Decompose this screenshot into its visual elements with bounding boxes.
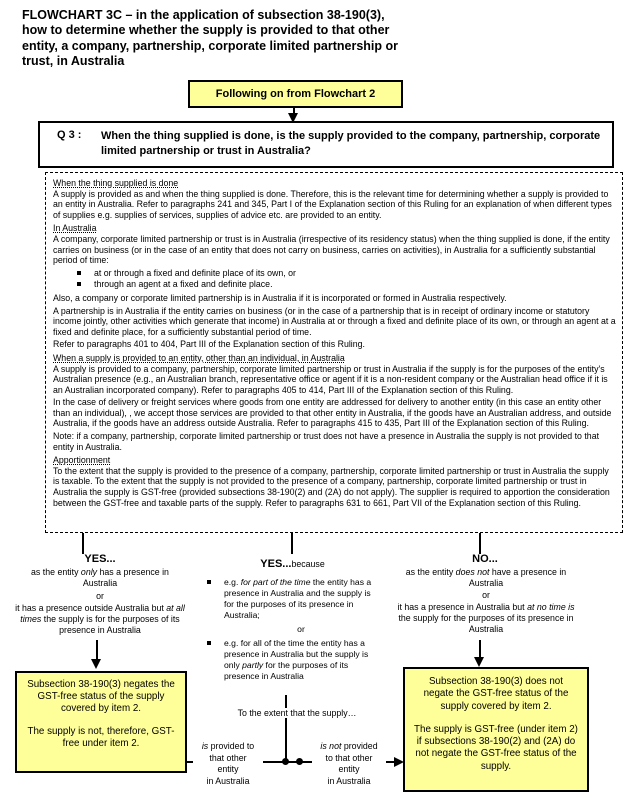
panel-paragraph: A company, corporate limited partnership or trust is in Australia (irrespective of its residency status) when the thing supplied is done, if the entity carries on business (or in the case of an entity that does not carry on business, carries on activities), in Australia for a sufficiently substantial period of time: (53, 233, 610, 266)
result-box-negates (15, 671, 187, 773)
connector-line (82, 533, 84, 554)
result-box-does-not-negate (403, 667, 589, 792)
extent-label: To the extent that the supply… (227, 708, 367, 718)
following-on-box: Following on from Flowchart 2 (188, 80, 403, 108)
title-line: FLOWCHART 3C – in the application of subsection 38-190(3), (22, 8, 385, 22)
panel-heading: Apportionment (53, 455, 111, 466)
question-label: Q 3 : (57, 129, 82, 141)
branch-or: or (297, 624, 305, 634)
branch-bullet-item (207, 638, 383, 682)
branch-no-text2: it has a presence in Australia but at no time is the supply for the purposes of its presence in Australia (397, 602, 575, 634)
branch-no-or: or (482, 590, 490, 600)
branch-bullet-item (207, 577, 383, 621)
panel-paragraph: Refer to paragraphs 401 to 404, Part III of the Explanation section of this Ruling. (53, 339, 365, 350)
result-text: Subsection 38-190(3) does not negate the GST-free status of the supply covered by item 2. (423, 676, 569, 712)
question-text: When the thing supplied is done, is the supply provided to the company, partnership, corporate limited partnership or trust in Australia? (101, 130, 601, 157)
label-is-not-provided: is not provided to that other entity in Australia (312, 741, 386, 787)
branch-yes-text1: as the entity only has a presence in Australia (31, 567, 169, 588)
connector-line (96, 640, 98, 660)
panel-heading: In Australia (53, 223, 97, 234)
connector-line (479, 533, 481, 554)
panel-paragraph: To the extent that the supply is provided to the presence of a company, partnership, corporate limited partnership or trust in Australia the supply is taxable. To the extent that the supply is not provided to the presence of a company, partnership, corporate limited partnership or trust in Australia the supply is GST-free (provided subsections 38-190(2) and (2A) do not apply). The supplier is required to apportion the consideration between the GST-free and taxable parts of the supply. Refer to paragraphs 631 to 661, Part VII of the Explanation section of this Ruling. (53, 465, 610, 508)
title-line: trust, in Australia (22, 54, 125, 69)
bullet-text: e.g. for part of the time the entity has a presence in Australia and the supply is for the purposes of its presence in Australia; (224, 577, 372, 620)
bullet-icon (77, 271, 81, 275)
explanation-panel (45, 172, 623, 533)
bullet-icon (207, 580, 211, 584)
arrow-right-icon (394, 757, 404, 767)
panel-paragraph: A supply is provided to a company, partnership, corporate limited partnership or trust in Australia if the supply is for the purposes of the entity's Australian presence (e.g., an Australian branch, representative office or agent if it is a non-resident company or the Australian head office if it is an Australian incorporated company). Refer to paragraphs 405 to 414, Part III of the Explanation section of this Ruling. (53, 363, 608, 395)
panel-bullet-item (77, 279, 616, 290)
panel-heading: When the thing supplied is done (53, 178, 179, 188)
branch-no-text1: as the entity does not have a presence in Australia (405, 567, 567, 588)
branch-yes-heading: YES... (84, 553, 116, 565)
panel-paragraph: Note: if a company, partnership, corporate limited partnership or trust does not have a presence in Australia the supply is not provided to that entity in Australia. (53, 431, 600, 452)
label-is-provided: is provided to that other entity in Australia (193, 741, 263, 787)
panel-paragraph: In the case of delivery or freight services where goods from one entity are addressed for delivery to another entity (in this case an entity other than an individual), , we accept those services are provided to that other entity in Australia, if the goods have an Australian address, and outside Australia, if the goods have an address outside Australia. Refer to paragraphs 415 to 435, Part III of the Explanation section of this Ruling. (53, 397, 612, 429)
result-text: The supply is not, therefore, GST-free under item 2. (27, 726, 175, 749)
panel-heading: When a supply is provided to an entity, other than an individual, in Australia (53, 352, 345, 363)
branch-yes-because-heading: YES...because (260, 558, 325, 570)
bullet-icon (77, 282, 81, 286)
arrow-down-icon (91, 659, 101, 669)
title-line: how to determine whether the supply is provided to that other (22, 23, 390, 38)
result-text: The supply is GST-free (under item 2) if subsections 38-190(2) and (2A) do not negate the GST-free status of the supply. (414, 723, 578, 772)
branch-no-heading: NO... (472, 553, 498, 565)
panel-paragraph: Also, a company or corporate limited partnership is in Australia if it is incorporated or formed in Australia respectively. (53, 292, 507, 303)
panel-paragraph: A supply is provided as and when the thing supplied is done. Therefore, this is the relevant time for determining whether a supply is provided to an entity in Australia. Refer to paragraphs 241 and 345, Part I of the Explanation section of this Ruling for an explanation of when different types of supplies e.g. supplies of services, supplies of advice etc. are provided to an entity. (53, 188, 612, 220)
bullet-text: at or through a fixed and definite place of its own, or (94, 267, 296, 278)
branch-yes-because-bullets (205, 577, 383, 683)
connector-line (291, 533, 293, 554)
title-line: entity, a company, partnership, corporate limited partnership or (22, 38, 399, 53)
page-title (22, 8, 602, 70)
result-text: Subsection 38-190(3) negates the GST-free status of the supply covered by item 2. (27, 679, 175, 714)
panel-bullet-item (77, 268, 616, 279)
branch-yes-or: or (96, 591, 104, 601)
bullet-text: through an agent at a fixed and definite place. (94, 279, 273, 290)
bullet-icon (207, 641, 211, 645)
junction-dot-icon (296, 758, 303, 765)
branch-yes-text2: it has a presence outside Australia but at all times the supply is for the purposes of its presence in Australia (15, 603, 185, 635)
bullet-text: e.g. for all of the time the entity has a presence in Australia but the supply is only partly for the purposes of its presence in Australia (224, 638, 369, 681)
question-box (38, 121, 614, 168)
connector-line (479, 640, 481, 658)
junction-dot-icon (282, 758, 289, 765)
arrow-down-icon (474, 657, 484, 667)
panel-paragraph: A partnership is in Australia if the entity carries on business (or in the case of a partnership that is in receipt of ordinary income or statutory income jointly, other activities which generate that income) in Australia at or through a fixed and definite place of its own, or through an agent at a fixed and definite place, for a sufficiently substantial period of time. (53, 305, 616, 337)
connector-line (285, 695, 287, 763)
